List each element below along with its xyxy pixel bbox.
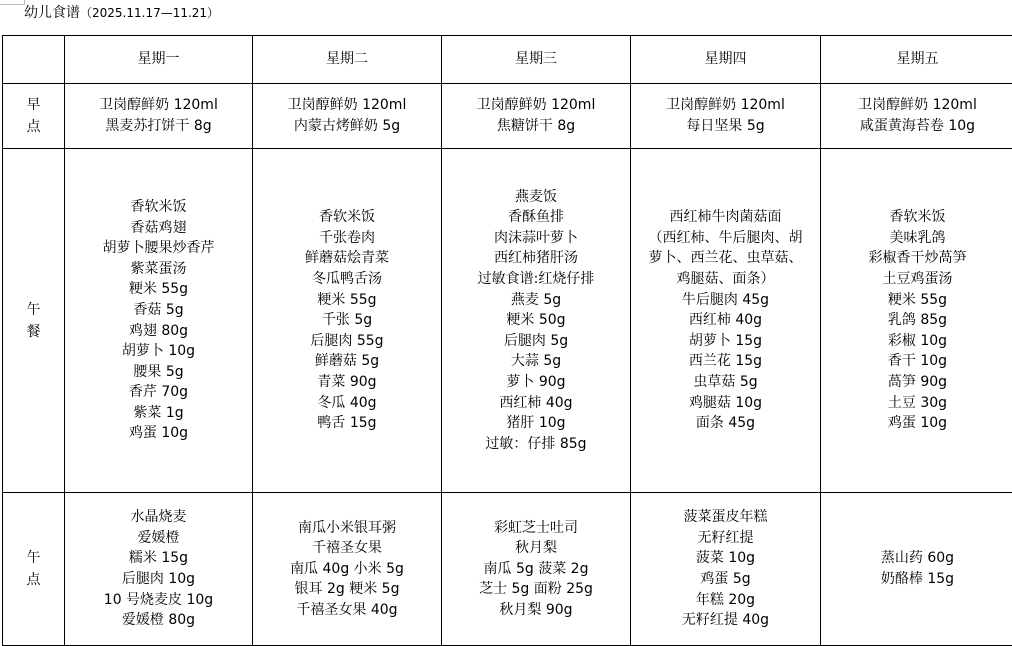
menu-item: 秋月梨 90g: [442, 600, 630, 621]
meal-row-lunch: [3, 149, 1012, 493]
menu-cell: [631, 84, 821, 149]
menu-items: [305, 207, 389, 434]
menu-item: 千张卷肉: [305, 228, 389, 249]
menu-item: 紫菜 1g: [103, 403, 215, 424]
menu-item: 香芹 70g: [103, 382, 215, 403]
menu-item: 奶酪棒 15g: [821, 569, 1012, 590]
menu-item: 蒸山药 60g: [821, 548, 1012, 569]
menu-item: 西红柿猪肝汤: [478, 248, 595, 269]
menu-cell: [253, 493, 442, 646]
menu-item: 芝士 5g 面粉 25g: [442, 579, 630, 600]
document-title: [24, 3, 219, 23]
menu-item: 后腿肉 10g: [65, 569, 252, 590]
menu-item: 咸蛋黄海苔卷 10g: [821, 116, 1012, 137]
menu-item: 无籽红提: [631, 528, 820, 549]
menu-item: 黑麦苏打饼干 8g: [65, 116, 252, 137]
menu-cell: [65, 84, 253, 149]
menu-item: 紫菜蛋汤: [103, 259, 215, 280]
menu-item: 胡萝卜 15g: [649, 331, 803, 352]
menu-cell: [631, 493, 821, 646]
day-header: 星期二: [253, 36, 442, 84]
menu-item: 糯米 15g: [65, 548, 252, 569]
menu-item: 香菇 5g: [103, 300, 215, 321]
menu-item: 鸡蛋 10g: [869, 413, 967, 434]
menu-item: 土豆鸡蛋汤: [869, 269, 967, 290]
meal-label: 早点: [25, 94, 42, 138]
menu-item: 香干 10g: [869, 351, 967, 372]
menu-item: 南瓜 40g 小米 5g: [253, 559, 441, 580]
menu-items: [821, 95, 1012, 136]
menu-item: 卫岗醇鲜奶 120ml: [631, 95, 820, 116]
menu-item: 胡萝卜腰果炒香芹: [103, 238, 215, 259]
menu-item: 彩椒 10g: [869, 331, 967, 352]
menu-item: 千禧圣女果: [253, 538, 441, 559]
menu-items: [869, 207, 967, 434]
menu-item: 西红柿牛肉菌菇面: [649, 207, 803, 228]
menu-items: [253, 518, 441, 621]
day-header: 星期五: [821, 36, 1012, 84]
menu-cell: [631, 149, 821, 493]
menu-item: 后腿肉 5g: [478, 331, 595, 352]
menu-item: 水晶烧麦: [65, 507, 252, 528]
menu-item: 年糕 20g: [631, 590, 820, 611]
day-header: 星期三: [442, 36, 631, 84]
header-row: [3, 36, 1012, 84]
menu-item: 千禧圣女果 40g: [253, 600, 441, 621]
menu-item: 卫岗醇鲜奶 120ml: [65, 95, 252, 116]
menu-items: [442, 95, 630, 136]
menu-item: 秋月梨: [442, 538, 630, 559]
menu-item: 燕麦饭: [478, 187, 595, 208]
menu-item: 萝卜 90g: [478, 372, 595, 393]
menu-item: 大蒜 5g: [478, 351, 595, 372]
menu-item: 粳米 55g: [305, 290, 389, 311]
date-range: （2025.11.17—11.21）: [80, 6, 219, 20]
meal-label: 午点: [25, 547, 42, 591]
menu-item: 鸡腿菇、面条）: [649, 269, 803, 290]
menu-item: 内蒙古烤鲜奶 5g: [253, 116, 441, 137]
menu-items: [253, 95, 441, 136]
menu-item: 过敏食谱:红烧仔排: [478, 269, 595, 290]
meal-label-cell: [3, 149, 65, 493]
menu-cell: [65, 493, 253, 646]
menu-item: 银耳 2g 粳米 5g: [253, 579, 441, 600]
menu-cell: [821, 493, 1012, 646]
menu-items: [103, 197, 215, 444]
menu-item: 无籽红提 40g: [631, 610, 820, 631]
menu-items: [631, 95, 820, 136]
menu-cell: [821, 84, 1012, 149]
menu-item: 香软米饭: [869, 207, 967, 228]
meal-label-cell: [3, 84, 65, 149]
menu-items: [65, 95, 252, 136]
menu-item: 美味乳鸽: [869, 228, 967, 249]
menu-item: 鲜蘑菇烩青菜: [305, 248, 389, 269]
menu-items: [65, 507, 252, 631]
meal-row-breakfast: [3, 84, 1012, 149]
menu-item: 菠菜蛋皮年糕: [631, 507, 820, 528]
menu-cell: [65, 149, 253, 493]
menu-item: 猪肝 10g: [478, 413, 595, 434]
menu-item: 彩椒香干炒萵笋: [869, 248, 967, 269]
menu-item: 青菜 90g: [305, 372, 389, 393]
meal-row-snack: [3, 493, 1012, 646]
menu-item: 牛后腿肉 45g: [649, 290, 803, 311]
day-header: 星期四: [631, 36, 821, 84]
meal-label-cell: [3, 493, 65, 646]
menu-item: 爱媛橙: [65, 528, 252, 549]
menu-cell: [442, 84, 631, 149]
menu-table: [2, 35, 1012, 646]
menu-cell: [253, 149, 442, 493]
menu-item: 菠菜 10g: [631, 548, 820, 569]
menu-item: 冬瓜鸭舌汤: [305, 269, 389, 290]
meal-label: 午餐: [25, 299, 42, 343]
menu-item: 香软米饭: [305, 207, 389, 228]
menu-item: 卫岗醇鲜奶 120ml: [821, 95, 1012, 116]
menu-cell: [442, 149, 631, 493]
menu-item: 香酥鱼排: [478, 207, 595, 228]
menu-items: [442, 518, 630, 621]
menu-item: 后腿肉 55g: [305, 331, 389, 352]
menu-item: 千张 5g: [305, 310, 389, 331]
menu-item: 乳鸽 85g: [869, 310, 967, 331]
menu-item: 西兰花 15g: [649, 351, 803, 372]
menu-item: 粳米 50g: [478, 310, 595, 331]
menu-item: 西红柿 40g: [649, 310, 803, 331]
menu-item: 粳米 55g: [869, 290, 967, 311]
menu-cell: [821, 149, 1012, 493]
menu-item: 萵笋 90g: [869, 372, 967, 393]
menu-item: 南瓜 5g 菠菜 2g: [442, 559, 630, 580]
menu-item: 腰果 5g: [103, 362, 215, 383]
title-text: 幼儿食谱: [24, 5, 80, 21]
menu-items: [821, 548, 1012, 589]
menu-item: 粳米 55g: [103, 279, 215, 300]
day-header: 星期一: [65, 36, 253, 84]
menu-item: 胡萝卜 10g: [103, 341, 215, 362]
menu-item: 鲜蘑菇 5g: [305, 351, 389, 372]
menu-item: 鸡蛋 10g: [103, 423, 215, 444]
menu-item: 彩虹芝士吐司: [442, 518, 630, 539]
menu-items: [631, 507, 820, 631]
menu-item: 面条 45g: [649, 413, 803, 434]
menu-item: 焦糖饼干 8g: [442, 116, 630, 137]
menu-item: 香软米饭: [103, 197, 215, 218]
menu-item: 鸡腿菇 10g: [649, 393, 803, 414]
menu-item: 土豆 30g: [869, 393, 967, 414]
menu-item: 卫岗醇鲜奶 120ml: [253, 95, 441, 116]
menu-item: （西红柿、牛后腿肉、胡: [649, 228, 803, 249]
menu-item: 南瓜小米银耳粥: [253, 518, 441, 539]
menu-item: 西红柿 40g: [478, 393, 595, 414]
menu-items: [478, 187, 595, 455]
menu-item: 卫岗醇鲜奶 120ml: [442, 95, 630, 116]
menu-item: 鸭舌 15g: [305, 413, 389, 434]
menu-cell: [253, 84, 442, 149]
menu-item: 燕麦 5g: [478, 290, 595, 311]
menu-item: 鸡蛋 5g: [631, 569, 820, 590]
menu-item: 萝卜、西兰花、虫草菇、: [649, 248, 803, 269]
corner-cell: [3, 36, 65, 84]
menu-item: 香菇鸡翅: [103, 218, 215, 239]
menu-item: 10 号烧麦皮 10g: [65, 590, 252, 611]
menu-item: 冬瓜 40g: [305, 393, 389, 414]
corner-mark: [0, 0, 25, 5]
menu-item: 鸡翅 80g: [103, 321, 215, 342]
menu-item: 每日坚果 5g: [631, 116, 820, 137]
menu-cell: [442, 493, 631, 646]
menu-item: 虫草菇 5g: [649, 372, 803, 393]
menu-item: 爱媛橙 80g: [65, 610, 252, 631]
menu-item: 肉沫蒜叶萝卜: [478, 228, 595, 249]
menu-item: 过敏：仔排 85g: [478, 434, 595, 455]
menu-items: [649, 207, 803, 434]
